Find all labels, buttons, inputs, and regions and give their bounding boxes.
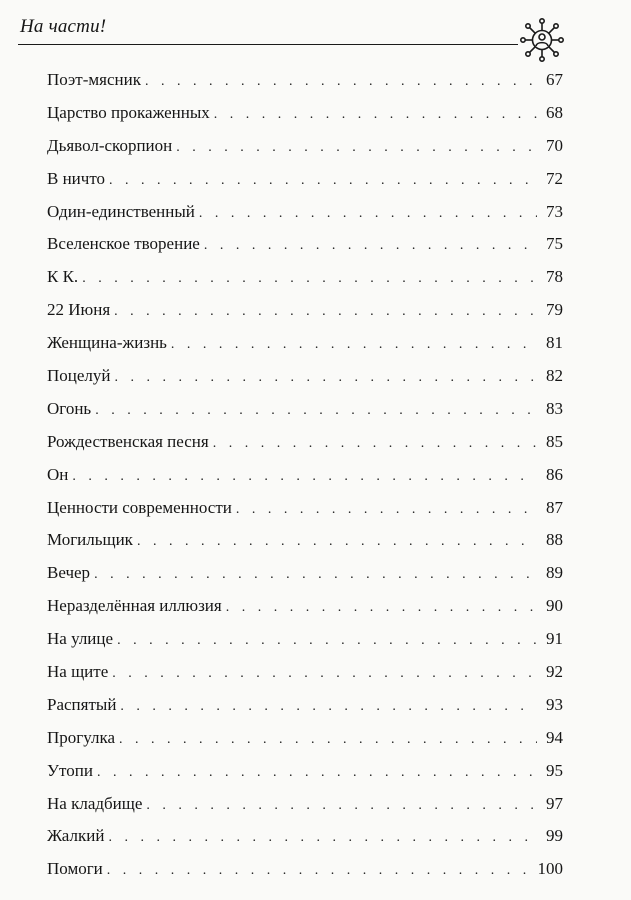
toc-dot-leader	[97, 765, 537, 781]
toc-dot-leader	[120, 699, 537, 715]
toc-entry	[47, 432, 563, 465]
toc-dot-leader	[114, 304, 537, 320]
header-title: На части!	[20, 16, 107, 37]
toc-entry	[47, 366, 563, 399]
toc-entry	[47, 563, 563, 596]
toc-dot-leader	[82, 271, 537, 287]
toc-entry	[47, 761, 563, 794]
toc-entry	[47, 465, 563, 498]
toc-entry-title: Помоги	[47, 859, 103, 879]
toc-entry-page: 100	[537, 859, 563, 879]
toc-entry-page: 99	[546, 826, 563, 846]
toc-entry-page: 83	[546, 398, 563, 418]
toc-entry	[47, 300, 563, 333]
toc-entry-title: Один-единственный	[47, 201, 195, 221]
toc-entry-page: 87	[546, 497, 563, 517]
toc-entry-page: 91	[546, 629, 563, 649]
toc-dot-leader	[213, 436, 537, 452]
toc-entry-title: На щите	[47, 662, 109, 682]
toc-dot-leader	[95, 403, 537, 419]
toc-dot-leader	[119, 732, 537, 748]
toc-entry	[47, 794, 563, 827]
toc-entry	[47, 169, 563, 202]
toc-entry	[47, 103, 563, 136]
toc-dot-leader	[107, 863, 534, 879]
toc-entry-page: 75	[546, 234, 563, 254]
toc-entry-title: На кладбище	[47, 793, 143, 813]
toc-dot-leader	[112, 666, 537, 682]
toc-entry-page: 70	[546, 135, 563, 155]
toc-entry	[47, 695, 563, 728]
toc-entry-title: Рождественская песня	[47, 431, 209, 451]
toc-entry	[47, 629, 563, 662]
toc-entry-page: 67	[546, 70, 563, 89]
toc-entry	[47, 498, 563, 531]
toc-entry	[47, 399, 563, 432]
toc-entry-title: Прогулка	[47, 727, 116, 747]
toc-dot-leader	[199, 206, 537, 222]
toc-entry-page: 97	[546, 793, 563, 813]
toc-entry	[47, 267, 563, 300]
toc-entry-page: 88	[546, 530, 563, 550]
toc-entry-page: 86	[546, 464, 563, 484]
toc-entry-title: Огонь	[47, 398, 92, 418]
toc-entry-title: Жалкий	[47, 826, 105, 846]
toc-entry	[47, 662, 563, 695]
toc-entry	[47, 136, 563, 169]
toc-entry-page: 92	[546, 662, 563, 682]
toc-dot-leader	[236, 502, 537, 518]
toc-entry-title: На улице	[47, 629, 114, 649]
toc-entry-page: 85	[546, 431, 563, 451]
toc-dot-leader	[204, 238, 537, 254]
toc-entry-page: 73	[546, 201, 563, 221]
toc-entry-title: Поцелуй	[47, 366, 111, 386]
network-person-icon	[518, 16, 566, 64]
toc-entry-title: Царство прокаженных	[47, 102, 210, 122]
toc-entry	[47, 530, 563, 563]
toc-dot-leader	[94, 567, 537, 583]
toc-entry	[47, 333, 563, 366]
toc-entry-title: Дьявол-скорпион	[47, 135, 173, 155]
toc-entry-page: 89	[546, 563, 563, 583]
toc-entry-page: 94	[546, 727, 563, 747]
toc-entry-page: 68	[546, 102, 563, 122]
toc-entry-title: Могильщик	[47, 530, 133, 550]
table-of-contents	[47, 70, 563, 892]
toc-entry-title: Вечер	[47, 563, 91, 583]
toc-entry-title: В ничто	[47, 168, 106, 188]
header-rule	[18, 44, 518, 45]
toc-dot-leader	[117, 633, 537, 649]
toc-entry	[47, 70, 563, 103]
toc-entry-page: 81	[546, 333, 563, 353]
toc-entry	[47, 596, 563, 629]
toc-entry	[47, 202, 563, 235]
toc-entry-title: Он	[47, 464, 69, 484]
toc-dot-leader	[108, 830, 537, 846]
toc-entry-title: Поэт-мясник	[47, 70, 141, 89]
toc-dot-leader	[145, 74, 537, 90]
toc-entry-page: 93	[546, 694, 563, 714]
toc-entry-page: 90	[546, 596, 563, 616]
toc-entry-title: Вселенское творение	[47, 234, 200, 254]
toc-entry-title: К К.	[47, 267, 79, 287]
toc-dot-leader	[146, 798, 537, 814]
toc-dot-leader	[109, 173, 537, 189]
toc-entry-title: 22 Июня	[47, 300, 111, 320]
toc-entry-title: Ценности современности	[47, 497, 232, 517]
toc-entry-page: 78	[546, 267, 563, 287]
toc-entry	[47, 234, 563, 267]
toc-entry-title: Неразделённая иллюзия	[47, 596, 222, 616]
toc-entry-title: Утопи	[47, 760, 93, 780]
toc-entry-page: 95	[546, 760, 563, 780]
toc-entry-title: Распятый	[47, 694, 117, 714]
toc-dot-leader	[137, 534, 537, 550]
toc-dot-leader	[214, 107, 537, 123]
toc-entry-page: 82	[546, 366, 563, 386]
running-header	[18, 10, 566, 44]
toc-entry-page: 79	[546, 300, 563, 320]
toc-entry-title: Женщина-жизнь	[47, 333, 167, 353]
toc-entry-page: 72	[546, 168, 563, 188]
toc-dot-leader	[226, 600, 537, 616]
toc-entry	[47, 826, 563, 859]
toc-dot-leader	[176, 140, 537, 156]
toc-dot-leader	[171, 337, 537, 353]
toc-entry	[47, 728, 563, 761]
toc-entry	[47, 859, 563, 892]
toc-dot-leader	[115, 370, 537, 386]
toc-dot-leader	[72, 469, 537, 485]
